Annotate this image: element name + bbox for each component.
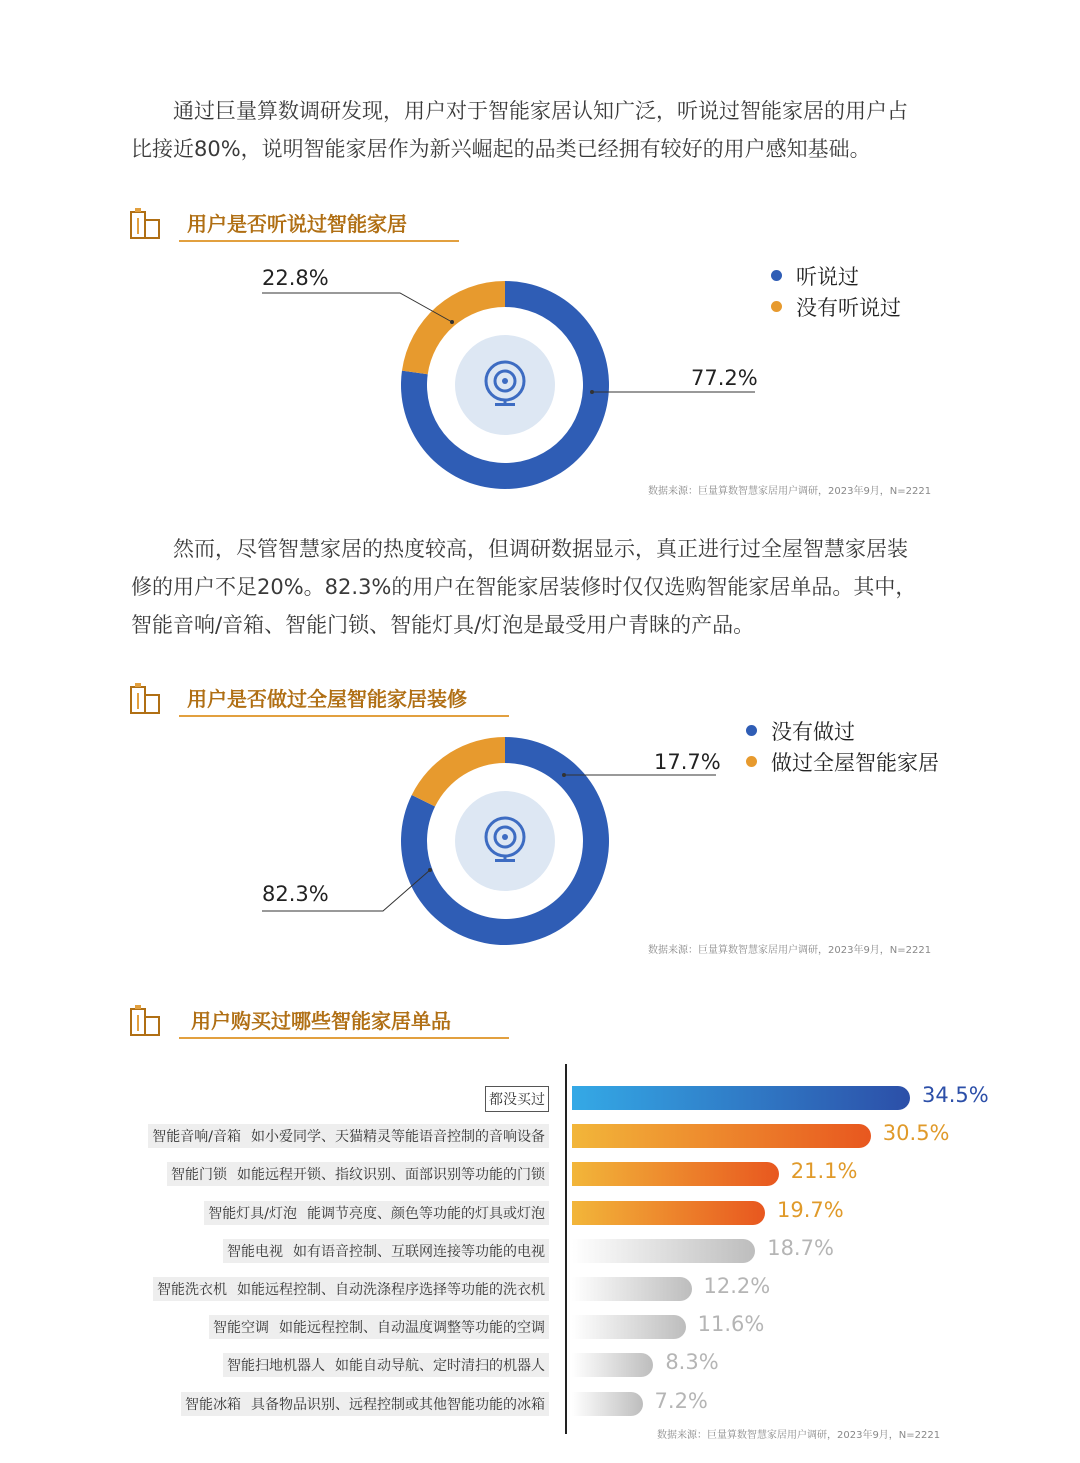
data-source-1: 数据来源：巨量算数智慧家居用户调研，2023年9月，N=2221	[648, 486, 932, 497]
category-name: 智能冰箱	[185, 1396, 241, 1413]
legend-label: 做过全屋智能家居	[771, 750, 939, 775]
category-description: 如能远程控制、自动温度调整等功能的空调	[279, 1320, 545, 1337]
title-underline	[179, 1037, 509, 1039]
bar-category-label	[167, 1162, 549, 1186]
bar-value-label: 21.1%	[790, 1159, 858, 1184]
bar	[572, 1353, 653, 1377]
data-label-not-renovated: 82.3%	[262, 882, 329, 906]
bar-value-label: 8.3%	[665, 1350, 719, 1375]
legend-renovation	[746, 715, 939, 777]
bar	[572, 1201, 765, 1225]
legend-label: 听说过	[796, 264, 859, 289]
category-name: 都没买过	[489, 1092, 545, 1108]
bar	[572, 1162, 779, 1186]
category-description: 具备物品识别、远程控制或其他智能功能的冰箱	[251, 1396, 545, 1413]
bar-category-label	[223, 1353, 549, 1377]
bar-row	[0, 1273, 1080, 1305]
legend-item-not-renovated	[746, 715, 939, 746]
bar	[572, 1277, 692, 1301]
category-name: 智能门锁	[171, 1167, 227, 1184]
data-source-2: 数据来源：巨量算数智慧家居用户调研，2023年9月，N=2221	[648, 945, 932, 956]
middle-line-3: 智能音响/音箱、智能门锁、智能灯具/灯泡是最受用户青睐的产品。	[131, 613, 755, 637]
section-header-purchases	[129, 1003, 519, 1043]
bar-category-label	[153, 1277, 549, 1301]
bar-row	[0, 1235, 1080, 1267]
intro-line-1: 通过巨量算数调研发现，用户对于智能家居认知广泛，听说过智能家居的用户占	[173, 99, 908, 123]
category-name: 智能电视	[227, 1243, 283, 1260]
building-icon	[129, 1003, 163, 1037]
bar-row	[0, 1388, 1080, 1420]
bar-value-label: 7.2%	[654, 1388, 708, 1413]
category-name: 智能空调	[213, 1320, 269, 1337]
bar-category-label	[181, 1392, 549, 1416]
bar-row	[0, 1158, 1080, 1190]
bar-value-label: 11.6%	[697, 1312, 765, 1337]
bar-category-label	[485, 1086, 549, 1112]
category-description: 能调节亮度、颜色等功能的灯具或灯泡	[307, 1205, 545, 1222]
bar-category-label	[223, 1239, 549, 1263]
legend-label: 没有听说过	[796, 295, 901, 320]
category-description: 如有语音控制、互联网连接等功能的电视	[293, 1243, 545, 1260]
bar-row	[0, 1120, 1080, 1152]
middle-line-1: 然而，尽管智慧家居的热度较高，但调研数据显示，真正进行过全屋智慧家居装	[173, 537, 908, 561]
bar	[572, 1086, 910, 1110]
category-name: 智能扫地机器人	[227, 1358, 325, 1375]
bar	[572, 1239, 755, 1263]
category-description: 如能远程控制、自动洗涤程序选择等功能的洗衣机	[237, 1282, 545, 1298]
bar	[572, 1392, 643, 1416]
data-label-heard: 77.2%	[691, 366, 758, 390]
bar-value-label: 18.7%	[767, 1235, 834, 1260]
category-description: 如小爱同学、天猫精灵等能语音控制的音响设备	[251, 1129, 545, 1146]
bar-row	[0, 1349, 1080, 1381]
data-label-not-heard: 22.8%	[262, 266, 329, 290]
bar-row	[0, 1311, 1080, 1343]
bar	[572, 1124, 871, 1148]
bar-value-label: 30.5%	[882, 1121, 950, 1146]
legend-item-renovated	[746, 746, 939, 777]
category-name: 智能音响/音箱	[152, 1129, 241, 1146]
bar-row	[0, 1197, 1080, 1229]
section-title: 用户是否听说过智能家居	[187, 212, 407, 236]
category-name: 智能灯具/灯泡	[208, 1205, 297, 1222]
legend-dot-blue	[746, 725, 757, 736]
category-description: 如能自动导航、定时清扫的机器人	[335, 1358, 545, 1375]
data-source-3: 数据来源：巨量算数智慧家居用户调研，2023年9月，N=2221	[657, 1430, 941, 1441]
bar-category-label	[209, 1315, 549, 1339]
section-title: 用户购买过哪些智能家居单品	[191, 1009, 451, 1033]
legend-label: 没有做过	[771, 719, 855, 744]
bar	[572, 1315, 686, 1339]
middle-line-2: 修的用户不足20%。82.3%的用户在智能家居装修时仅仅选购智能家居单品。其中，	[131, 575, 917, 599]
category-name: 智能洗衣机	[157, 1282, 227, 1298]
intro-line-2: 比接近80%，说明智能家居作为新兴崛起的品类已经拥有较好的用户感知基础。	[131, 137, 871, 161]
bar-value-label: 19.7%	[777, 1197, 844, 1222]
bar-value-label: 12.2%	[703, 1274, 771, 1298]
section-title: 用户是否做过全屋智能家居装修	[187, 687, 467, 711]
bar-value-label: 34.5%	[922, 1083, 989, 1107]
bar-category-label	[148, 1124, 549, 1148]
bar-category-label	[204, 1201, 549, 1225]
bar-row	[0, 1082, 1080, 1114]
category-description: 如能远程开锁、指纹识别、面部识别等功能的门锁	[237, 1167, 545, 1184]
legend-dot-orange	[746, 756, 757, 767]
data-label-renovated: 17.7%	[654, 750, 721, 774]
